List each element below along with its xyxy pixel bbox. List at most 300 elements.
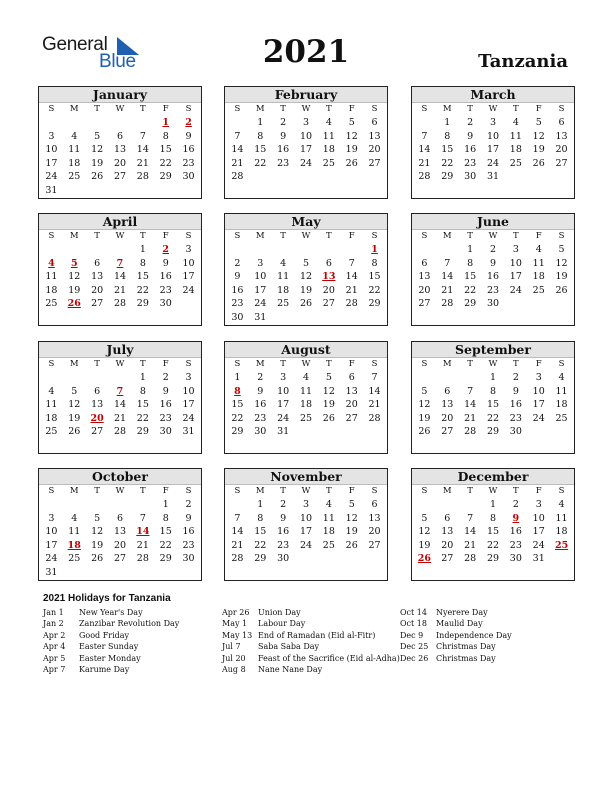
holiday-name: Easter Sunday <box>79 642 139 652</box>
day-cell: 9 <box>257 385 264 397</box>
day-cell: 16 <box>254 399 267 410</box>
day-cell: 17 <box>486 144 500 155</box>
day-cell: 16 <box>464 144 477 155</box>
day-cell: 27 <box>555 157 568 169</box>
day-cell: 7 <box>139 512 146 524</box>
day-cell: 16 <box>509 399 522 410</box>
empty-cell <box>40 243 63 257</box>
day-grid <box>39 116 201 197</box>
day-cell: 12 <box>91 144 104 155</box>
empty-cell <box>340 243 363 257</box>
day-cell: 21 <box>136 539 149 551</box>
day-cell: 14 <box>113 271 127 282</box>
weekday-label: T <box>513 231 519 241</box>
weekday-label: S <box>48 359 55 369</box>
day-cell: 14 <box>345 271 358 282</box>
day-cell: 18 <box>322 526 335 537</box>
holiday-name: Labour Day <box>258 619 306 629</box>
day-cell: 30 <box>182 553 195 564</box>
day-cell: 20 <box>368 526 381 537</box>
month-title: April <box>39 214 201 230</box>
weekday-label: F <box>162 104 169 114</box>
empty-cell <box>109 116 132 130</box>
day-cell: 16 <box>159 271 172 282</box>
day-cell: 21 <box>231 157 244 169</box>
day-cell: 5 <box>302 257 310 269</box>
holiday-name: New Year's Day <box>79 608 143 617</box>
day-cell: 29 <box>136 426 149 437</box>
day-cell: 8 <box>162 512 169 524</box>
day-cell: 2 <box>467 117 474 128</box>
day-cell: 19 <box>68 412 81 424</box>
day-cell: 29 <box>486 553 500 564</box>
weekday-label: T <box>467 359 473 369</box>
day-cell: 24 <box>45 553 58 564</box>
day-cell: 6 <box>94 257 101 269</box>
holiday-date: Apr 2 <box>43 630 66 640</box>
day-cell: 14 <box>136 144 149 155</box>
day-cell: 15 <box>159 144 172 155</box>
day-cell: 16 <box>182 526 195 537</box>
day-cell: 11 <box>68 144 81 155</box>
holiday-day-cell: 7 <box>116 257 124 269</box>
empty-cell <box>226 116 249 130</box>
day-cell: 21 <box>113 284 127 296</box>
day-cell: 26 <box>322 412 335 424</box>
day-cell: 25 <box>45 298 58 309</box>
day-cell: 25 <box>322 157 335 169</box>
day-cell: 6 <box>371 499 378 510</box>
empty-cell <box>226 243 249 257</box>
day-cell: 2 <box>185 499 192 510</box>
day-cell: 12 <box>299 271 313 282</box>
day-cell: 29 <box>136 298 149 309</box>
weekday-label: S <box>558 486 565 496</box>
day-cell: 29 <box>368 298 381 309</box>
day-cell: 7 <box>444 257 451 269</box>
weekday-label: F <box>535 486 542 496</box>
day-cell: 18 <box>299 399 313 410</box>
holiday-row <box>222 618 400 629</box>
day-cell: 24 <box>45 171 58 182</box>
day-cell: 3 <box>302 499 310 510</box>
weekday-label: T <box>326 486 332 496</box>
month-march <box>411 86 575 199</box>
day-cell: 16 <box>231 284 244 296</box>
day-cell: 5 <box>421 385 428 397</box>
empty-cell <box>413 243 436 257</box>
day-cell: 20 <box>113 539 127 551</box>
day-cell: 2 <box>489 244 497 255</box>
day-cell: 27 <box>91 298 104 309</box>
holiday-row <box>400 653 512 664</box>
weekday-label: W <box>115 104 125 114</box>
day-cell: 6 <box>444 512 451 524</box>
day-cell: 30 <box>254 426 267 437</box>
day-cell: 3 <box>48 130 55 142</box>
day-cell: 7 <box>348 257 355 269</box>
day-cell: 1 <box>234 372 241 383</box>
day-cell: 4 <box>71 130 78 142</box>
weekday-label: W <box>301 104 311 114</box>
day-cell: 20 <box>113 157 127 169</box>
weekday-label: W <box>115 359 125 369</box>
day-cell: 5 <box>421 512 428 524</box>
day-cell: 10 <box>532 512 545 524</box>
holiday-date: Jul 20 <box>222 653 246 663</box>
day-cell: 12 <box>91 526 104 537</box>
weekday-header <box>412 103 574 116</box>
day-grid <box>225 116 387 184</box>
month-february <box>224 86 388 199</box>
day-cell: 19 <box>91 539 104 551</box>
holiday-name: End of Ramadan (Eid al-Fitr) <box>258 630 376 640</box>
holiday-name: Christmas Day <box>436 653 496 663</box>
day-cell: 26 <box>299 298 313 309</box>
day-cell: 20 <box>345 399 358 410</box>
holiday-row <box>222 641 400 652</box>
day-cell: 29 <box>486 426 500 437</box>
holiday-name: Saba Saba Day <box>258 642 320 652</box>
holiday-name: Independence Day <box>436 630 512 640</box>
day-cell: 9 <box>234 271 241 282</box>
day-cell: 20 <box>418 284 431 296</box>
day-cell: 19 <box>555 271 568 282</box>
weekday-label: S <box>234 231 241 241</box>
holiday-row <box>400 618 512 629</box>
empty-cell <box>436 498 459 512</box>
day-grid <box>39 243 201 311</box>
empty-cell <box>131 116 154 130</box>
day-cell: 2 <box>280 117 287 128</box>
day-cell: 10 <box>532 385 545 397</box>
day-cell: 11 <box>555 512 568 524</box>
month-july <box>38 341 202 454</box>
day-cell: 22 <box>254 539 267 551</box>
day-cell: 22 <box>486 412 500 424</box>
day-cell: 17 <box>182 271 195 282</box>
day-cell: 16 <box>277 144 290 155</box>
weekday-label: T <box>94 104 100 114</box>
day-cell: 26 <box>345 539 358 551</box>
holiday-date: Dec 9 <box>400 630 424 640</box>
day-cell: 13 <box>91 399 104 410</box>
holiday-day-cell: 18 <box>67 539 81 551</box>
day-cell: 19 <box>345 144 358 155</box>
day-grid <box>225 371 387 439</box>
day-cell: 1 <box>489 499 497 510</box>
empty-cell <box>63 371 86 385</box>
weekday-label: F <box>162 231 169 241</box>
day-cell: 25 <box>555 412 568 424</box>
day-cell: 30 <box>277 553 290 564</box>
day-cell: 4 <box>512 117 519 128</box>
weekday-label: T <box>513 486 519 496</box>
day-cell: 14 <box>113 399 127 410</box>
day-cell: 10 <box>299 130 313 142</box>
day-cell: 28 <box>368 412 381 424</box>
day-cell: 6 <box>444 385 451 397</box>
day-cell: 21 <box>113 412 127 424</box>
weekday-label: T <box>140 104 146 114</box>
day-cell: 1 <box>139 244 146 255</box>
holiday-day-cell: 14 <box>136 526 150 537</box>
day-cell: 9 <box>162 385 169 397</box>
day-cell: 14 <box>464 526 477 537</box>
weekday-label: S <box>48 486 55 496</box>
day-cell: 31 <box>45 566 58 578</box>
holiday-row <box>43 630 179 641</box>
day-cell: 17 <box>299 144 313 155</box>
day-cell: 18 <box>68 157 81 169</box>
day-cell: 15 <box>254 526 267 537</box>
day-cell: 6 <box>325 257 332 269</box>
day-cell: 15 <box>368 271 381 282</box>
month-title: March <box>412 87 574 103</box>
day-cell: 30 <box>509 426 522 437</box>
holiday-day-cell: 26 <box>417 553 432 564</box>
weekday-label: T <box>280 104 286 114</box>
holiday-name: Nane Nane Day <box>258 664 323 674</box>
day-cell: 8 <box>139 257 146 269</box>
day-cell: 12 <box>345 512 358 524</box>
day-cell: 26 <box>91 553 104 564</box>
day-cell: 27 <box>322 298 335 309</box>
day-cell: 14 <box>231 144 244 155</box>
day-cell: 15 <box>486 399 500 410</box>
day-cell: 11 <box>68 526 81 537</box>
day-cell: 4 <box>535 244 542 255</box>
day-cell: 3 <box>185 372 192 383</box>
day-cell: 12 <box>418 526 431 537</box>
weekday-label: F <box>535 359 542 369</box>
day-cell: 25 <box>509 157 522 169</box>
month-title: February <box>225 87 387 103</box>
day-cell: 15 <box>159 526 172 537</box>
day-cell: 3 <box>302 117 310 128</box>
weekday-label: M <box>442 359 452 369</box>
day-cell: 2 <box>512 372 519 383</box>
weekday-label: T <box>513 359 519 369</box>
day-cell: 4 <box>325 499 332 510</box>
weekday-label: M <box>255 104 265 114</box>
day-cell: 6 <box>116 130 124 142</box>
day-cell: 24 <box>532 539 545 551</box>
day-cell: 23 <box>182 157 195 169</box>
holiday-row <box>400 641 512 652</box>
day-cell: 23 <box>509 539 522 551</box>
day-cell: 6 <box>116 512 124 524</box>
day-grid <box>39 371 201 439</box>
holidays-title: 2021 Holidays for Tanzania <box>43 593 171 604</box>
weekday-label: W <box>301 486 311 496</box>
day-cell: 6 <box>558 117 565 128</box>
day-cell: 28 <box>231 553 244 564</box>
weekday-label: M <box>442 486 452 496</box>
empty-cell <box>40 371 63 385</box>
weekday-label: T <box>280 486 286 496</box>
holiday-date: Oct 14 <box>400 608 427 617</box>
holiday-date: Jul 7 <box>222 642 241 652</box>
day-cell: 28 <box>136 553 149 564</box>
empty-cell <box>109 498 132 512</box>
day-cell: 25 <box>299 412 313 424</box>
day-cell: 23 <box>159 284 172 296</box>
month-december <box>411 468 575 581</box>
day-cell: 6 <box>94 385 101 397</box>
empty-cell <box>40 498 63 512</box>
holiday-day-cell: 25 <box>554 539 569 551</box>
day-cell: 12 <box>555 257 568 269</box>
weekday-label: T <box>280 359 286 369</box>
day-cell: 30 <box>486 298 500 309</box>
day-cell: 31 <box>532 553 545 564</box>
day-cell: 21 <box>418 157 431 169</box>
day-cell: 5 <box>558 244 565 255</box>
day-cell: 22 <box>159 539 172 551</box>
empty-cell <box>459 371 482 385</box>
day-cell: 27 <box>91 426 104 437</box>
holiday-row <box>222 664 400 675</box>
day-cell: 11 <box>322 512 335 524</box>
day-cell: 5 <box>535 117 542 128</box>
day-cell: 24 <box>277 412 290 424</box>
empty-cell <box>131 498 154 512</box>
weekday-label: F <box>348 104 355 114</box>
month-august <box>224 341 388 454</box>
day-cell: 10 <box>45 526 58 537</box>
month-april <box>38 213 202 326</box>
empty-cell <box>63 116 86 130</box>
day-cell: 16 <box>182 144 195 155</box>
day-cell: 26 <box>418 426 431 437</box>
day-cell: 18 <box>532 271 545 282</box>
empty-cell <box>40 116 63 130</box>
day-cell: 27 <box>418 298 431 309</box>
day-cell: 12 <box>68 271 81 282</box>
holiday-date: May 13 <box>222 630 253 640</box>
day-cell: 9 <box>185 130 192 142</box>
weekday-label: T <box>140 359 146 369</box>
day-cell: 12 <box>322 385 335 397</box>
day-cell: 10 <box>299 512 313 524</box>
day-cell: 18 <box>322 144 335 155</box>
day-cell: 26 <box>345 157 358 169</box>
month-january <box>38 86 202 199</box>
day-cell: 27 <box>113 171 127 182</box>
day-cell: 23 <box>159 412 172 424</box>
weekday-label: W <box>301 359 311 369</box>
day-cell: 12 <box>532 130 545 142</box>
day-grid <box>225 243 387 324</box>
day-cell: 9 <box>185 512 192 524</box>
month-title: July <box>39 342 201 358</box>
empty-cell <box>63 243 86 257</box>
day-cell: 14 <box>418 144 431 155</box>
day-cell: 8 <box>489 385 497 397</box>
day-cell: 2 <box>280 499 287 510</box>
day-cell: 10 <box>509 257 522 269</box>
day-cell: 10 <box>182 257 195 269</box>
day-cell: 7 <box>467 512 474 524</box>
empty-cell <box>413 371 436 385</box>
holiday-name: Easter Monday <box>79 653 141 663</box>
day-cell: 10 <box>486 130 500 142</box>
weekday-label: S <box>421 104 428 114</box>
weekday-label: F <box>162 486 169 496</box>
month-november <box>224 468 388 581</box>
holiday-row <box>43 653 179 664</box>
day-cell: 11 <box>45 399 58 410</box>
day-cell: 5 <box>325 372 332 383</box>
weekday-label: T <box>94 231 100 241</box>
day-cell: 30 <box>182 171 195 182</box>
day-cell: 12 <box>345 130 358 142</box>
day-cell: 27 <box>113 553 127 564</box>
holiday-name: Zanzibar Revolution Day <box>79 619 180 629</box>
holiday-day-cell: 1 <box>162 117 170 128</box>
day-cell: 25 <box>68 553 81 564</box>
day-cell: 3 <box>257 257 264 269</box>
day-cell: 4 <box>302 372 310 383</box>
holiday-day-cell: 4 <box>48 257 55 269</box>
day-cell: 9 <box>162 257 169 269</box>
weekday-label: S <box>371 359 378 369</box>
holiday-date: Apr 26 <box>222 608 250 617</box>
day-cell: 3 <box>185 244 192 255</box>
weekday-label: F <box>348 359 355 369</box>
day-cell: 27 <box>441 426 454 437</box>
day-cell: 24 <box>182 412 195 424</box>
day-cell: 29 <box>254 553 267 564</box>
holiday-day-cell: 2 <box>162 244 170 255</box>
weekday-label: T <box>326 231 332 241</box>
holiday-day-cell: 9 <box>512 512 520 524</box>
holiday-row <box>400 607 512 618</box>
day-cell: 25 <box>45 426 58 437</box>
day-cell: 13 <box>113 526 127 537</box>
holiday-date: Apr 7 <box>43 664 66 674</box>
day-cell: 10 <box>182 385 195 397</box>
weekday-header <box>39 485 201 498</box>
logo-text-blue: Blue <box>99 51 136 72</box>
day-cell: 29 <box>231 426 244 437</box>
weekday-label: S <box>421 231 428 241</box>
empty-cell <box>86 498 109 512</box>
day-cell: 6 <box>421 257 428 269</box>
holiday-name: Nyerere Day <box>436 608 488 617</box>
weekday-label: S <box>371 104 378 114</box>
weekday-label: W <box>488 104 498 114</box>
weekday-header <box>225 103 387 116</box>
weekday-label: W <box>115 231 125 241</box>
day-cell: 23 <box>486 284 500 296</box>
weekday-label: F <box>162 359 169 369</box>
day-grid <box>412 116 574 184</box>
weekday-label: T <box>467 486 473 496</box>
day-cell: 25 <box>277 298 290 309</box>
day-cell: 17 <box>532 399 545 410</box>
day-cell: 9 <box>467 130 474 142</box>
day-cell: 26 <box>532 157 545 169</box>
day-cell: 5 <box>348 117 355 128</box>
day-cell: 2 <box>162 372 169 383</box>
day-cell: 13 <box>418 271 431 282</box>
day-cell: 7 <box>371 372 378 383</box>
holiday-column <box>400 607 512 664</box>
day-cell: 2 <box>234 257 241 269</box>
weekday-label: T <box>467 231 473 241</box>
